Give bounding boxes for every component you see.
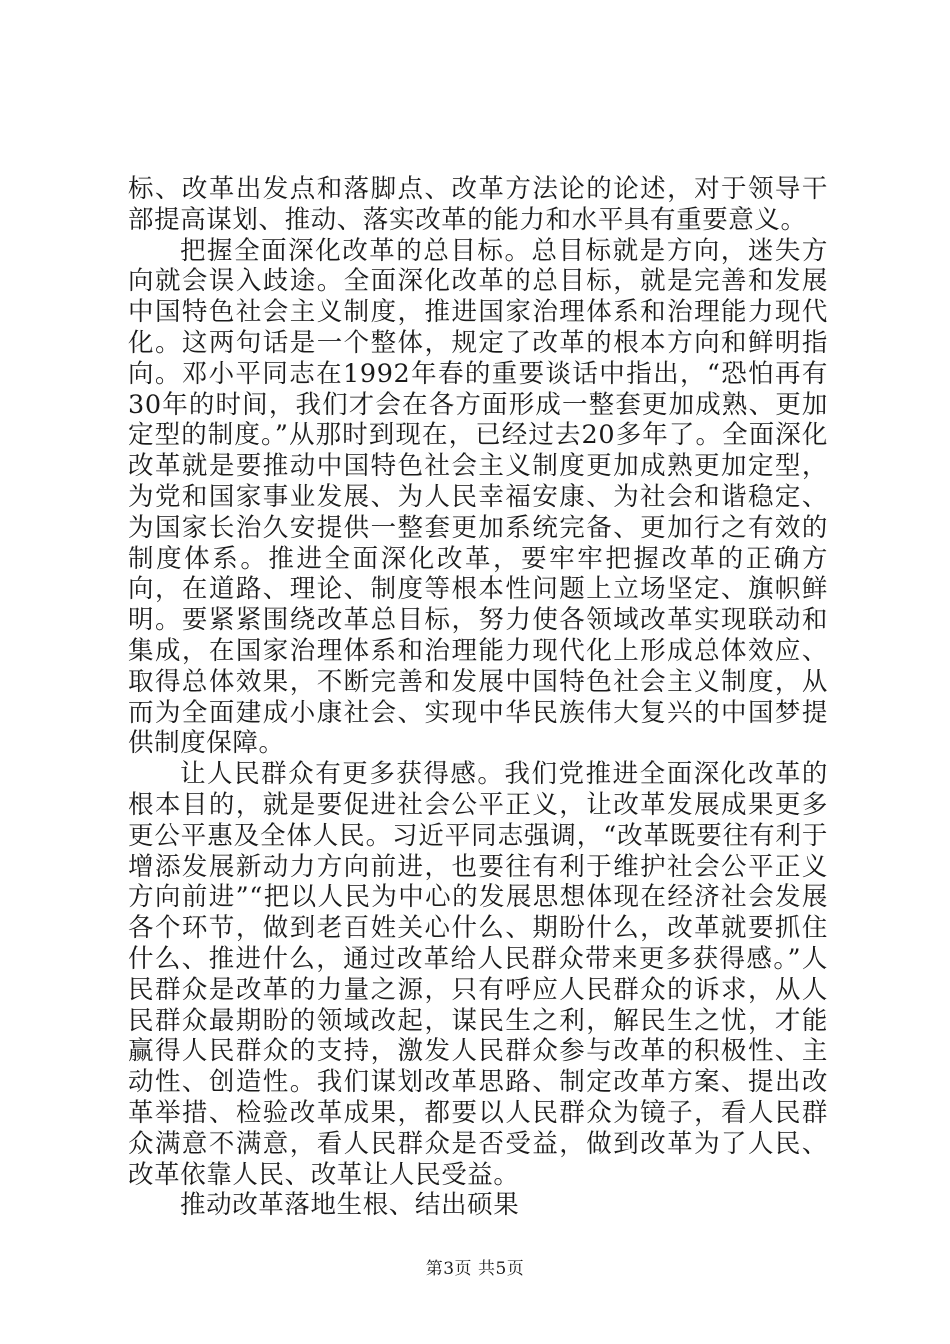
page-number-footer: 第3页 共5页	[425, 1259, 525, 1279]
paragraph-sense-of-gain: 让人民群众有更多获得感。我们党推进全面深化改革的根本目的，就是要促进社会公平正义，让改革发展成果更多更公平惠及全体人民。习近平同志强调，“改革既要往有利于增添发展新动力方向前进，也要往有利于维护社会公平正义方向前进”“把以人民为中心的发展思想体现在经济社会发展各个环节，做到老百姓关心什么、期盼什么，改革就要抓住什么、推进什么，通过改革给人民群众带来更多获得感。”人民群众是改革的力量之源，只有呼应人民群众的诉求，从人民群众最期盼的领域改起，谋民生之利，解民生之忧，才能赢得人民群众的支持，激发人民群众参与改革的积极性、主动性、创造性。我们谋划改革思路、制定改革方案、提出改革举措、检验改革成果，都要以人民群众为镜子，看人民群众满意不满意，看人民群众是否受益，做到改革为了人民、改革依靠人民、改革让人民受益。	[128, 759, 828, 1190]
document-body	[128, 174, 828, 1221]
paragraph-overall-goal: 把握全面深化改革的总目标。总目标就是方向，迷失方向就会误入歧途。全面深化改革的总目标，就是完善和发展中国特色社会主义制度，推进国家治理体系和治理能力现代化。这两句话是一个整体，规定了改革的根本方向和鲜明指向。邓小平同志在1992年春的重要谈话中指出，“恐怕再有30年的时间，我们才会在各方面形成一整套更加成熟、更加定型的制度。”从那时到现在，已经过去20多年了。全面深化改革就是要推动中国特色社会主义制度更加成熟更加定型，为党和国家事业发展、为人民幸福安康、为社会和谐稳定、为国家长治久安提供一整套更加系统完备、更加行之有效的制度体系。推进全面深化改革，要牢牢把握改革的正确方向，在道路、理论、制度等根本性问题上立场坚定、旗帜鲜明。要紧紧围绕改革总目标，努力使各领域改革实现联动和集成，在国家治理体系和治理能力现代化上形成总体效应、取得总体效果，不断完善和发展中国特色社会主义制度，从而为全面建成小康社会、实现中华民族伟大复兴的中国梦提供制度保障。	[128, 235, 828, 759]
section-heading-reform-results: 推动改革落地生根、结出硕果	[180, 1190, 520, 1221]
paragraph-continuation: 标、改革出发点和落脚点、改革方法论的论述，对于领导干部提高谋划、推动、落实改革的能力和水平具有重要意义。	[128, 174, 828, 235]
